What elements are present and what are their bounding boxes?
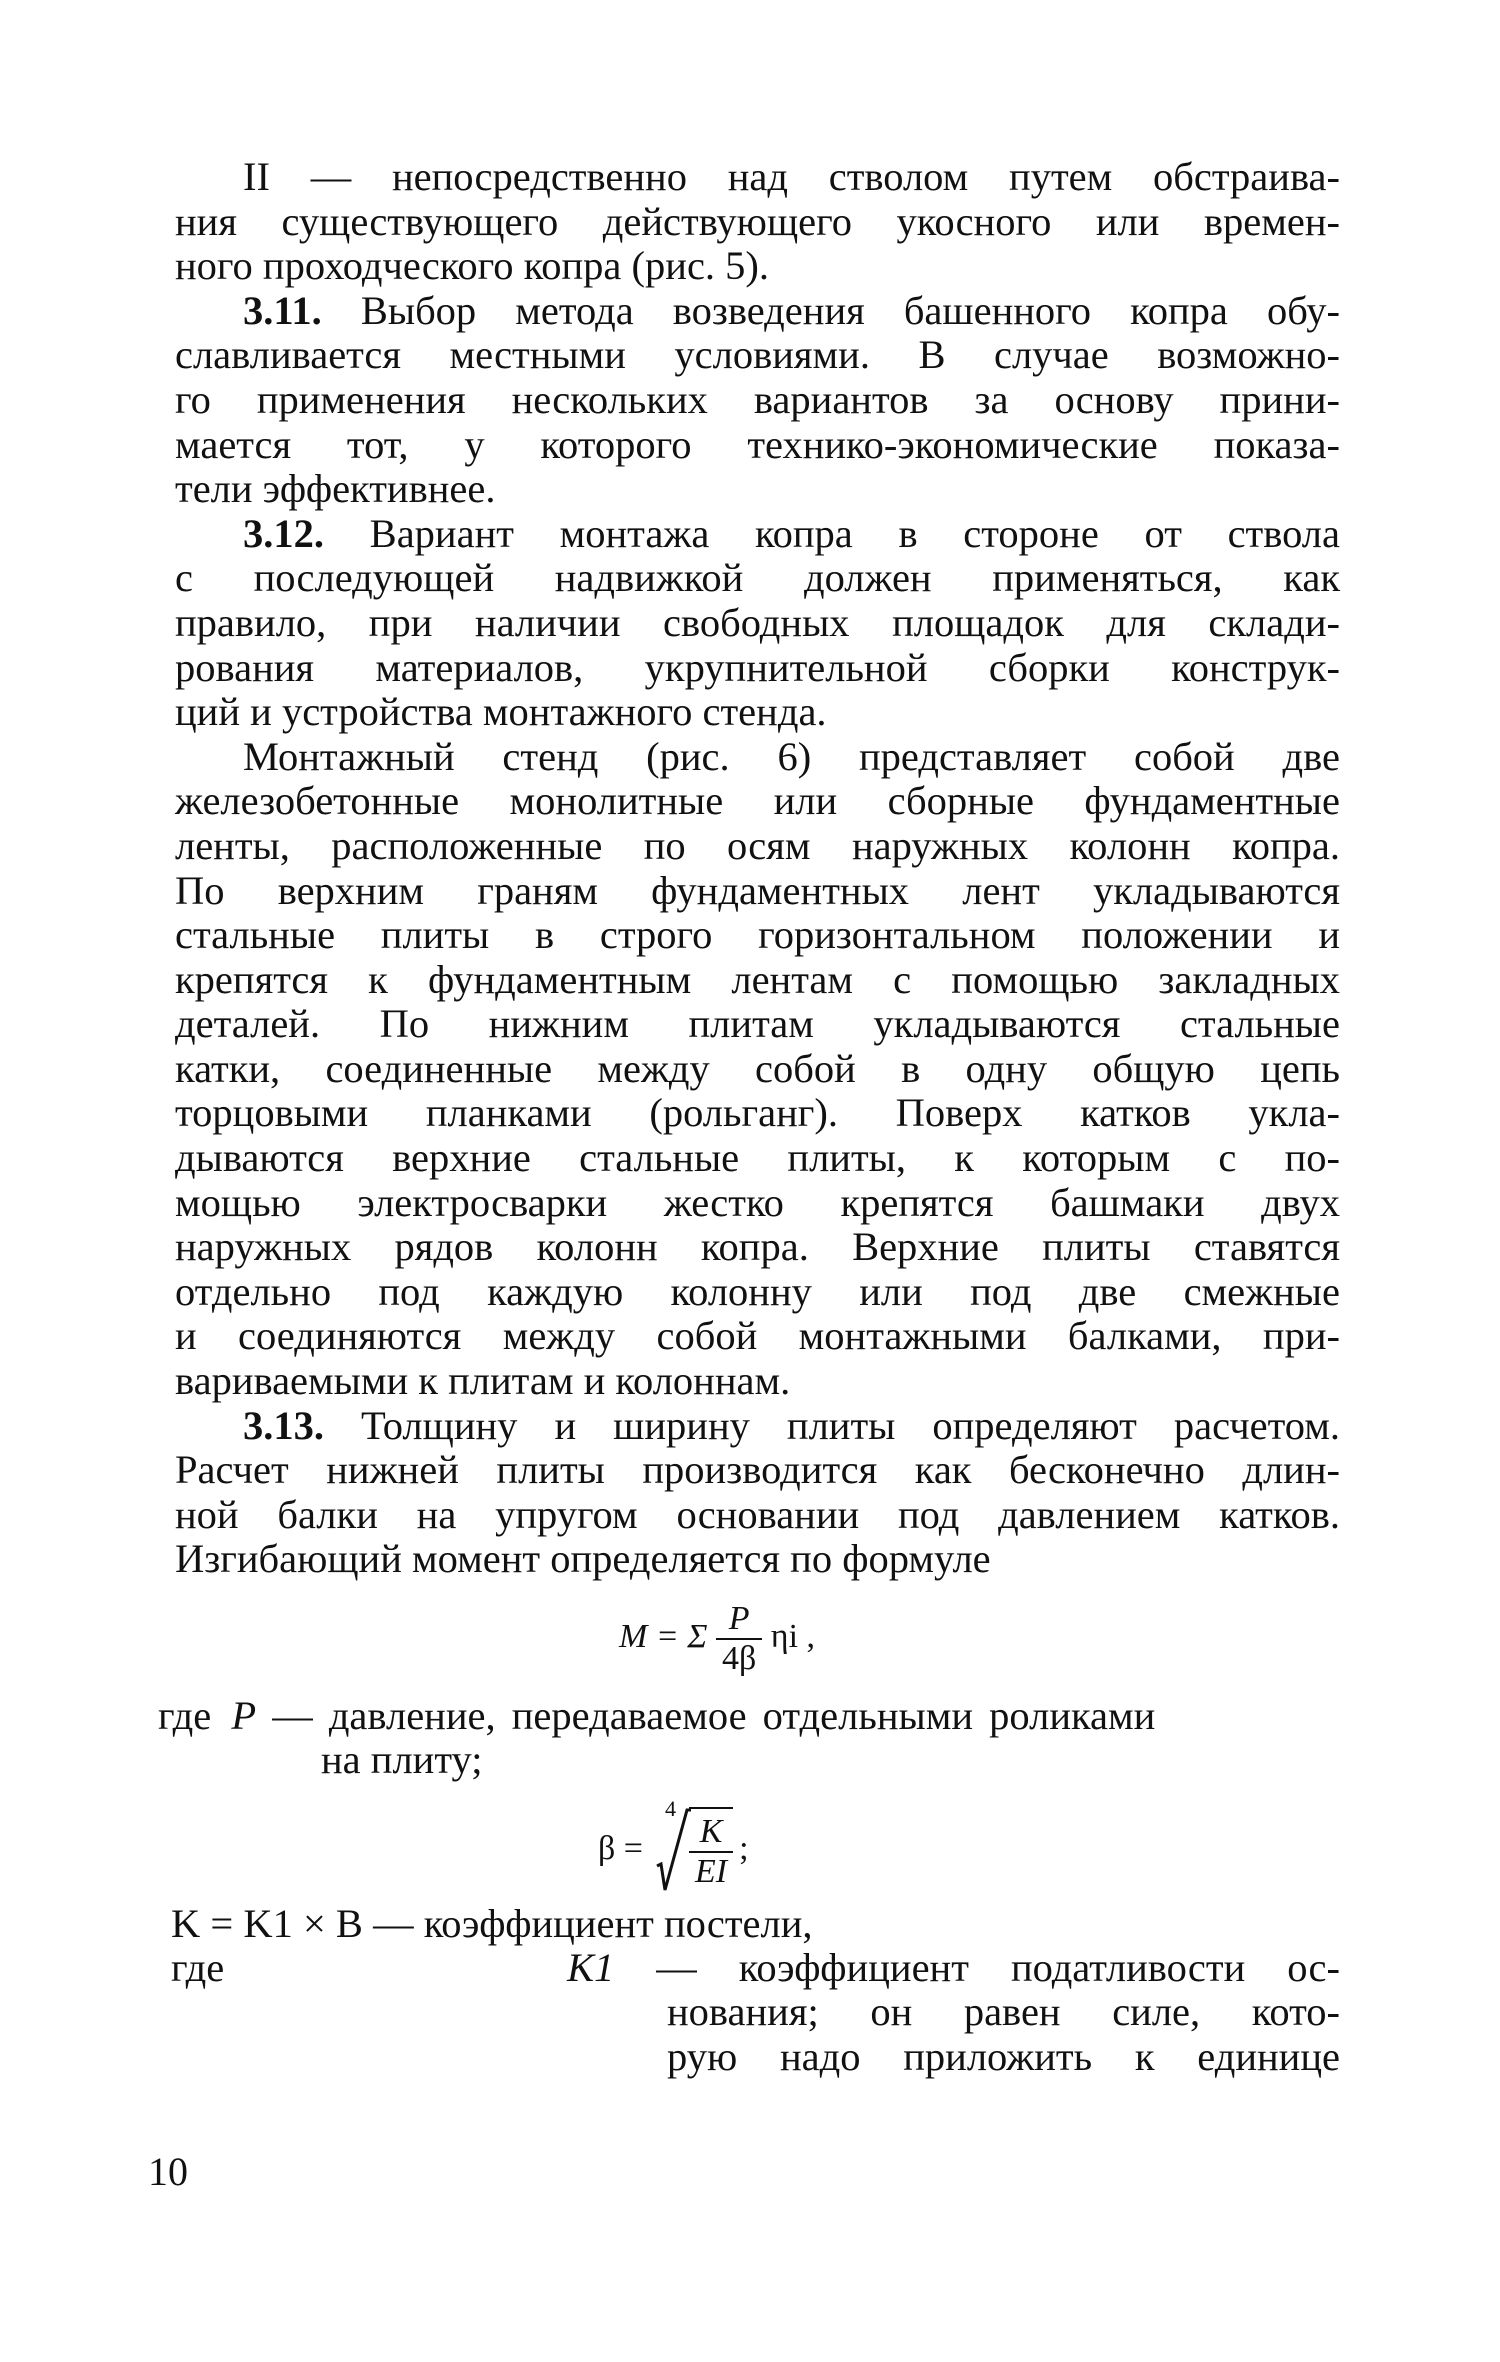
formula-tail: ηi , [770,1617,816,1655]
paragraph-3-13 [175,1404,1340,1582]
root-index: 4 [664,1796,676,1821]
section-number: 3.12. [243,510,324,556]
text-line: железобетонные монолитные или сборные фундаментные [175,778,1340,824]
formula-denominator: 4β [721,1640,757,1677]
symbol-p: P [231,1693,257,1738]
text-line: и соединяются между собой монтажными балками, при- [175,1313,1340,1359]
text-line: катки, соединенные между собой в одну общую цепь [175,1045,1340,1091]
formula-moment [175,1582,1340,1694]
text-line: славливается местными условиями. В случае возможно- [175,332,1340,378]
text-line: с последующей надвижкой должен применяться, как [175,555,1340,601]
text-line: Монтажный стенд (рис. 6) представляет собой две [243,733,1340,779]
text-line: правило, при наличии свободных площадок для склади- [175,599,1340,645]
text-line: ленты, расположенные по осям наружных колонн копра. [175,822,1340,868]
text-line: тели эффективнее. [175,466,496,512]
formula-denominator: EI [694,1853,728,1890]
page-body [158,154,1340,2086]
formula-lhs: M = Σ [619,1617,708,1655]
text-line: мощью электросварки жестко крепятся башмаки двух [175,1179,1340,1225]
text-line: ций и устройства монтажного стенда. [175,689,827,735]
text-line: По верхним граням фундаментных лент укладываются [175,867,1340,913]
text-line: отдельно под каждую колонну или под две смежные [175,1268,1340,1314]
text-line: рования материалов, укрупнительной сборки конструк- [175,644,1340,690]
formula-tail: ; [739,1830,749,1867]
text-line: ния существующего действующего укосного или времен- [175,198,1340,244]
text-line: ной балки на упругом основании под давлением катков. [175,1491,1340,1537]
text-line: II — непосредственно над стволом путем обстраива- [243,154,1340,199]
text-line: 3.12. Вариант монтажа копра в стороне от ствола [243,510,1340,556]
def-k1-line1: K1 — коэффициент податливости ос- [567,1945,1340,1990]
text-line: 3.11. Выбор метода возведения башенного копра обу- [243,287,1340,333]
definition-k [171,1902,1340,1946]
text-line: мается тот, у которого технико-экономические показа- [175,421,1340,467]
text-line: ного проходческого копра (рис. 5). [175,243,770,289]
text-line: крепятся к фундаментным лентам с помощью закладных [175,956,1340,1002]
definition-p [158,1694,1340,1784]
formula-lhs: β = [598,1830,643,1867]
paragraph-1 [175,155,1340,289]
section-number: 3.11. [243,287,322,333]
def-k-text: K = K1 × B — коэффициент постели, [171,1901,813,1946]
text-line: го применения нескольких вариантов за основу прини- [175,376,1340,422]
text-line: дываются верхние стальные плиты, к которым с по- [175,1135,1340,1181]
formula-fraction [716,1600,762,1678]
section-number: 3.13. [243,1402,324,1448]
page-number: 10 [148,2149,188,2194]
text-line: деталей. По нижним плитам укладываются стальные [175,1001,1340,1047]
formula-fraction [689,1807,733,1891]
text-line: вариваемыми к плитам и колоннам. [175,1358,791,1404]
def-k1-line2: нования; он равен силе, кото- [667,1989,1340,2034]
symbol-k1: K1 [567,1945,615,1990]
where-label: где [171,1945,225,1990]
text-line: торцовыми планками (рольганг). Поверх катков укла- [175,1090,1340,1136]
text-line: 3.13. Толщину и ширину плиты определяют расчетом. [243,1402,1340,1448]
formula-numerator: K [689,1813,733,1853]
paragraph-stand [175,735,1340,1404]
paragraph-3-12 [175,512,1340,735]
where-label: где [158,1693,212,1738]
def-p-line1: — давление, передаваемое отдельными роликами [256,1693,1156,1738]
paragraph-3-11 [175,289,1340,512]
text-line: наружных рядов колонн копра. Верхние плиты ставятся [175,1224,1340,1270]
definition-k1 [171,1945,1340,2086]
def-p-line2: на плиту; [321,1737,483,1782]
def-k1-line3: рую надо приложить к единице [667,2034,1340,2079]
text-line: Расчет нижней плиты производится как бесконечно длин- [175,1447,1340,1493]
formula-numerator: P [716,1600,762,1640]
text-line: стальные плиты в строго горизонтальном положении и [175,912,1340,958]
root-sign-icon [651,1796,691,1892]
text-line: Изгибающий момент определяется по формуле [175,1536,991,1582]
formula-beta [175,1784,1340,1902]
